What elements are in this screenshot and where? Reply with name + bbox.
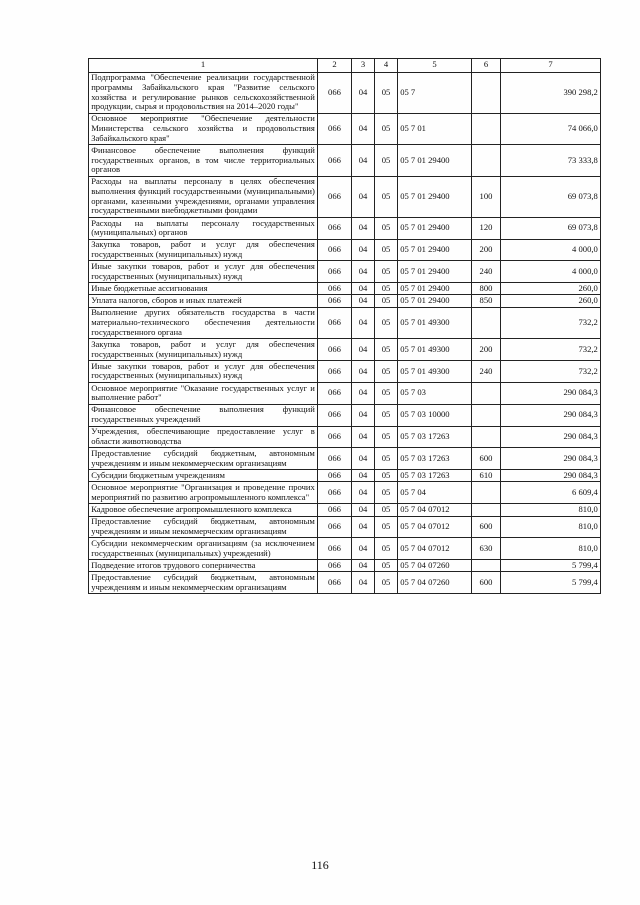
cell-rz: 04 (352, 361, 375, 383)
cell-vr (472, 426, 501, 448)
cell-sum: 810,0 (501, 538, 601, 560)
cell-sum: 810,0 (501, 504, 601, 516)
cell-sum: 290 084,3 (501, 448, 601, 470)
cell-pr: 05 (375, 426, 398, 448)
cell-pr: 05 (375, 361, 398, 383)
cell-vr: 610 (472, 470, 501, 482)
cell-rz: 04 (352, 283, 375, 295)
cell-rz: 04 (352, 72, 375, 113)
cell-grbs: 066 (318, 72, 352, 113)
cell-grbs: 066 (318, 261, 352, 283)
row-name: Финансовое обеспечение выполнения функций государственных органов, в том числе территориальных органов (89, 145, 318, 176)
cell-csr: 05 7 03 10000 (398, 404, 472, 426)
cell-rz: 04 (352, 339, 375, 361)
cell-vr: 200 (472, 339, 501, 361)
cell-vr (472, 72, 501, 113)
cell-sum: 732,2 (501, 361, 601, 383)
cell-rz: 04 (352, 560, 375, 572)
cell-grbs: 066 (318, 176, 352, 217)
cell-rz: 04 (352, 448, 375, 470)
cell-pr: 05 (375, 113, 398, 144)
cell-grbs: 066 (318, 470, 352, 482)
cell-csr: 05 7 04 (398, 482, 472, 504)
cell-grbs: 066 (318, 504, 352, 516)
cell-vr: 240 (472, 361, 501, 383)
cell-vr (472, 482, 501, 504)
row-name: Расходы на выплаты персоналу государственных (муниципальных) органов (89, 217, 318, 239)
cell-grbs: 066 (318, 572, 352, 594)
row-name: Основное мероприятие "Обеспечение деятельности Министерства сельского хозяйства и продовольствия Забайкальского края" (89, 113, 318, 144)
cell-csr: 05 7 01 29400 (398, 176, 472, 217)
row-name: Иные закупки товаров, работ и услуг для обеспечения государственных (муниципальных) нужд (89, 261, 318, 283)
cell-csr: 05 7 01 29400 (398, 295, 472, 307)
column-header-7: 7 (501, 59, 601, 73)
cell-rz: 04 (352, 145, 375, 176)
cell-vr (472, 307, 501, 338)
cell-sum: 390 298,2 (501, 72, 601, 113)
cell-rz: 04 (352, 382, 375, 404)
table-row (89, 239, 601, 261)
cell-pr: 05 (375, 72, 398, 113)
column-header-2: 2 (318, 59, 352, 73)
cell-vr: 600 (472, 572, 501, 594)
cell-vr: 800 (472, 283, 501, 295)
cell-sum: 74 066,0 (501, 113, 601, 144)
cell-csr: 05 7 01 29400 (398, 239, 472, 261)
cell-rz: 04 (352, 538, 375, 560)
cell-vr: 630 (472, 538, 501, 560)
cell-rz: 04 (352, 504, 375, 516)
cell-pr: 05 (375, 448, 398, 470)
table-body (89, 72, 601, 594)
cell-vr (472, 382, 501, 404)
cell-csr: 05 7 01 29400 (398, 261, 472, 283)
cell-sum: 290 084,3 (501, 426, 601, 448)
cell-rz: 04 (352, 113, 375, 144)
cell-sum: 6 609,4 (501, 482, 601, 504)
row-name: Иные закупки товаров, работ и услуг для обеспечения государственных (муниципальных) нужд (89, 361, 318, 383)
row-name: Финансовое обеспечение выполнения функций государственных учреждений (89, 404, 318, 426)
column-header-6: 6 (472, 59, 501, 73)
table-row (89, 113, 601, 144)
cell-sum: 732,2 (501, 307, 601, 338)
row-name: Закупка товаров, работ и услуг для обеспечения государственных (муниципальных) нужд (89, 239, 318, 261)
cell-csr: 05 7 01 29400 (398, 283, 472, 295)
cell-pr: 05 (375, 307, 398, 338)
cell-pr: 05 (375, 470, 398, 482)
cell-sum: 810,0 (501, 516, 601, 538)
column-header-5: 5 (398, 59, 472, 73)
cell-csr: 05 7 03 17263 (398, 426, 472, 448)
cell-pr: 05 (375, 261, 398, 283)
cell-sum: 260,0 (501, 283, 601, 295)
cell-vr: 120 (472, 217, 501, 239)
cell-csr: 05 7 01 49300 (398, 339, 472, 361)
cell-pr: 05 (375, 504, 398, 516)
cell-csr: 05 7 03 (398, 382, 472, 404)
cell-sum: 69 073,8 (501, 217, 601, 239)
cell-csr: 05 7 04 07260 (398, 560, 472, 572)
cell-grbs: 066 (318, 382, 352, 404)
table-row (89, 72, 601, 113)
cell-grbs: 066 (318, 448, 352, 470)
cell-csr: 05 7 01 29400 (398, 217, 472, 239)
row-name: Уплата налогов, сборов и иных платежей (89, 295, 318, 307)
row-name: Расходы на выплаты персоналу в целях обеспечения выполнения функций государственными (муниципальными) органами, казенными учреждениями, органами управления государственными внебюджетными фондами (89, 176, 318, 217)
cell-rz: 04 (352, 516, 375, 538)
row-name: Подпрограмма "Обеспечение реализации государственной программы Забайкальского края "Развитие сельского хозяйства и регулирование рынков сельскохозяйственной продукции, сырья и продовольствия на 2014–2020 годы" (89, 72, 318, 113)
cell-pr: 05 (375, 217, 398, 239)
cell-rz: 04 (352, 239, 375, 261)
cell-grbs: 066 (318, 339, 352, 361)
cell-csr: 05 7 04 07012 (398, 504, 472, 516)
row-name: Основное мероприятие "Оказание государственных услуг и выполнение работ" (89, 382, 318, 404)
cell-grbs: 066 (318, 239, 352, 261)
cell-grbs: 066 (318, 113, 352, 144)
table-row (89, 217, 601, 239)
cell-sum: 4 000,0 (501, 239, 601, 261)
cell-pr: 05 (375, 560, 398, 572)
cell-vr (472, 560, 501, 572)
cell-vr (472, 145, 501, 176)
table-row (89, 404, 601, 426)
row-name: Кадровое обеспечение агропромышленного комплекса (89, 504, 318, 516)
cell-grbs: 066 (318, 482, 352, 504)
cell-csr: 05 7 01 (398, 113, 472, 144)
cell-rz: 04 (352, 176, 375, 217)
cell-pr: 05 (375, 145, 398, 176)
cell-pr: 05 (375, 404, 398, 426)
row-name: Основное мероприятие "Организация и проведение прочих мероприятий по развитию агропромышленного комплекса" (89, 482, 318, 504)
table-row (89, 295, 601, 307)
cell-rz: 04 (352, 482, 375, 504)
cell-sum: 4 000,0 (501, 261, 601, 283)
cell-pr: 05 (375, 516, 398, 538)
cell-vr (472, 504, 501, 516)
table-row (89, 176, 601, 217)
cell-sum: 5 799,4 (501, 560, 601, 572)
cell-sum: 69 073,8 (501, 176, 601, 217)
cell-rz: 04 (352, 217, 375, 239)
cell-grbs: 066 (318, 538, 352, 560)
cell-grbs: 066 (318, 295, 352, 307)
cell-grbs: 066 (318, 404, 352, 426)
cell-csr: 05 7 (398, 72, 472, 113)
cell-csr: 05 7 04 07012 (398, 516, 472, 538)
table-row (89, 516, 601, 538)
page-number: 116 (311, 858, 329, 872)
table-row (89, 361, 601, 383)
cell-vr: 100 (472, 176, 501, 217)
cell-rz: 04 (352, 470, 375, 482)
table-row (89, 560, 601, 572)
cell-grbs: 066 (318, 307, 352, 338)
table-row (89, 339, 601, 361)
cell-sum: 290 084,3 (501, 404, 601, 426)
row-name: Закупка товаров, работ и услуг для обеспечения государственных (муниципальных) нужд (89, 339, 318, 361)
table-row (89, 470, 601, 482)
cell-grbs: 066 (318, 560, 352, 572)
cell-csr: 05 7 03 17263 (398, 448, 472, 470)
cell-pr: 05 (375, 339, 398, 361)
cell-vr: 240 (472, 261, 501, 283)
row-name: Предоставление субсидий бюджетным, автономным учреждениям и иным некоммерческим организациям (89, 516, 318, 538)
cell-grbs: 066 (318, 145, 352, 176)
table-header-row (89, 59, 601, 73)
column-header-4: 4 (375, 59, 398, 73)
cell-pr: 05 (375, 382, 398, 404)
row-name: Предоставление субсидий бюджетным, автономным учреждениям и иным некоммерческим организациям (89, 572, 318, 594)
row-name: Субсидии бюджетным учреждениям (89, 470, 318, 482)
table-row (89, 538, 601, 560)
cell-csr: 05 7 01 29400 (398, 145, 472, 176)
budget-table (88, 58, 601, 594)
cell-rz: 04 (352, 261, 375, 283)
row-name: Иные бюджетные ассигнования (89, 283, 318, 295)
table-row (89, 448, 601, 470)
table-row (89, 572, 601, 594)
cell-sum: 260,0 (501, 295, 601, 307)
cell-pr: 05 (375, 482, 398, 504)
table-row (89, 145, 601, 176)
cell-vr (472, 113, 501, 144)
cell-vr: 600 (472, 516, 501, 538)
row-name: Подведение итогов трудового соперничества (89, 560, 318, 572)
cell-csr: 05 7 04 07260 (398, 572, 472, 594)
cell-rz: 04 (352, 295, 375, 307)
cell-csr: 05 7 04 07012 (398, 538, 472, 560)
cell-grbs: 066 (318, 516, 352, 538)
cell-pr: 05 (375, 283, 398, 295)
table-row (89, 382, 601, 404)
cell-pr: 05 (375, 176, 398, 217)
cell-pr: 05 (375, 538, 398, 560)
row-name: Предоставление субсидий бюджетным, автономным учреждениям и иным некоммерческим организациям (89, 448, 318, 470)
cell-vr: 200 (472, 239, 501, 261)
cell-vr: 600 (472, 448, 501, 470)
cell-csr: 05 7 01 49300 (398, 307, 472, 338)
cell-grbs: 066 (318, 361, 352, 383)
cell-vr: 850 (472, 295, 501, 307)
cell-sum: 73 333,8 (501, 145, 601, 176)
cell-rz: 04 (352, 572, 375, 594)
cell-pr: 05 (375, 572, 398, 594)
table-row (89, 504, 601, 516)
cell-rz: 04 (352, 426, 375, 448)
cell-vr (472, 404, 501, 426)
cell-sum: 290 084,3 (501, 382, 601, 404)
cell-rz: 04 (352, 404, 375, 426)
cell-grbs: 066 (318, 426, 352, 448)
table-row (89, 426, 601, 448)
column-header-1: 1 (89, 59, 318, 73)
cell-pr: 05 (375, 239, 398, 261)
cell-csr: 05 7 03 17263 (398, 470, 472, 482)
cell-sum: 290 084,3 (501, 470, 601, 482)
table-row (89, 283, 601, 295)
row-name: Учреждения, обеспечивающие предоставление услуг в области животноводства (89, 426, 318, 448)
row-name: Субсидии некоммерческим организациям (за исключением государственных (муниципальных) учреждений) (89, 538, 318, 560)
table-row (89, 307, 601, 338)
cell-pr: 05 (375, 295, 398, 307)
table-row (89, 482, 601, 504)
cell-sum: 732,2 (501, 339, 601, 361)
column-header-3: 3 (352, 59, 375, 73)
row-name: Выполнение других обязательств государства в части материально-технического обеспечения деятельности государственного органа (89, 307, 318, 338)
table-row (89, 261, 601, 283)
cell-grbs: 066 (318, 217, 352, 239)
cell-sum: 5 799,4 (501, 572, 601, 594)
cell-grbs: 066 (318, 283, 352, 295)
cell-rz: 04 (352, 307, 375, 338)
cell-csr: 05 7 01 49300 (398, 361, 472, 383)
